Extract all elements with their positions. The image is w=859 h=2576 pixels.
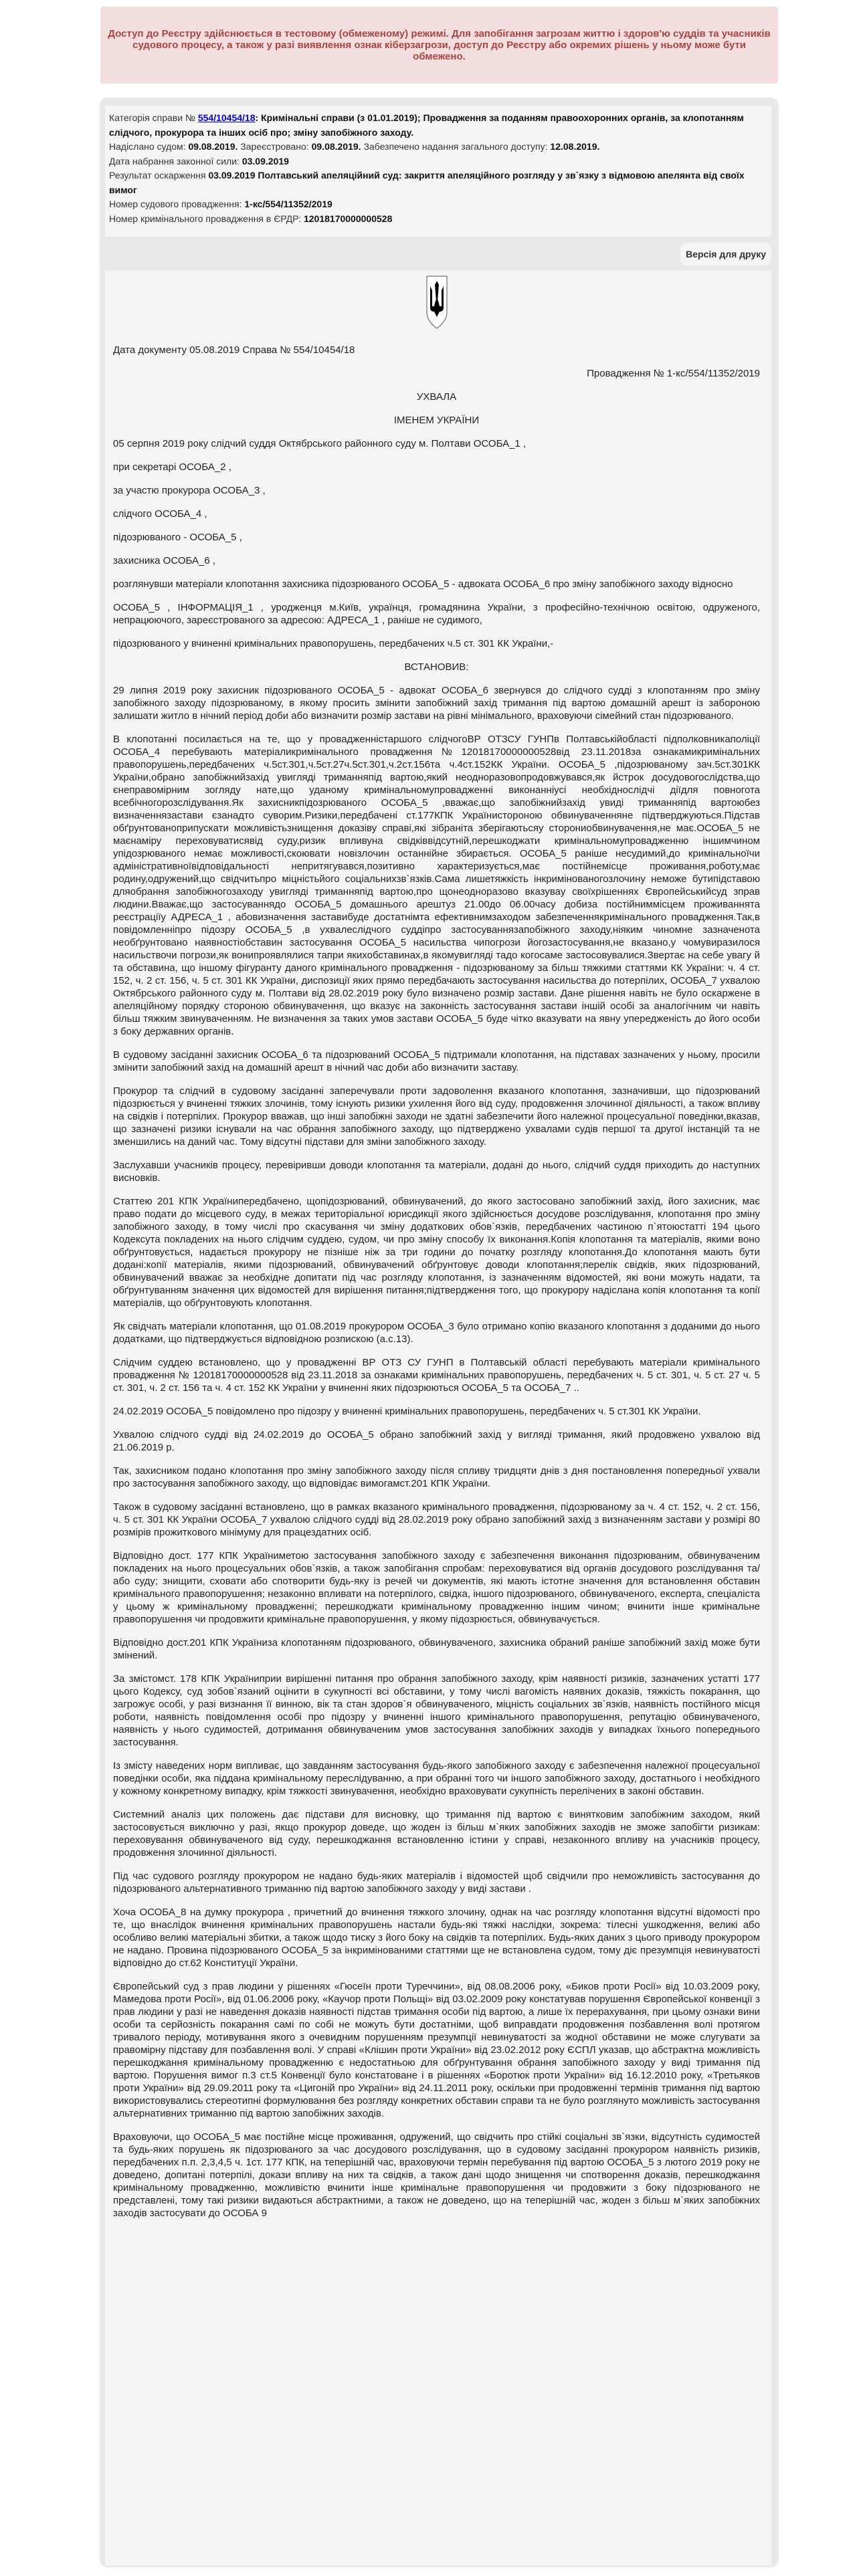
appeal-result: Результат оскарження 03.09.2019 Полтавський апеляційний суд: закриття апеляційного розгляду у зв`язку з відмовою апелянта від своїх вимог — [109, 170, 745, 195]
effective-date: Дата набрання законної сили: 03.09.2019 — [109, 155, 289, 167]
decision-panel — [100, 98, 778, 2565]
document-paragraph: Під час судового розгляду прокурором не надано будь-яких матеріалів і відомостей щоб свідчили про неможливість застосування до підозрюваного альтернативного триманню під вартою запобіжного заходу у виді застави . — [113, 1870, 760, 1895]
document-paragraph: слідчого ОСОБА_4 , — [113, 508, 207, 520]
document-paragraph: Враховуючи, що ОСОБА_5 має постійне місце проживання, одружений, що свідчить про стійкі соціальні зв`язки, відсутність судимостей та будь-яких порушень як підозрюваного за час досудового розслідування, що в судовому засіданні прокурором наявність ризиків, передбачених п.п. 2,3,4,5 ч. 1ст. 177 КПК, на теперішній час, враховуючи термін перебування під вартою ОСОБА_5 з лютого 2019 року не доведено, допитані потерпілі, докази впливу на них та свідків, а також дані щодо знищення чи спотворення доказів, перешкоджання кримінальному провадженню, можливістю вчинити інше кримінальне правопорушення чи продовжити з боку підозрюваного не представлені, тому такі ризики видаються абстрактними, а також не доведено, що на теперішній час, жоден з більш м`яких запобіжних заходів застосувати до ОСОБА 9 — [113, 2131, 760, 2219]
document-paragraph: Заслухавши учасників процесу, перевіривши доводи клопотання та матеріали, додані до нього, слідчий суддя приходить до наступних висновків. — [113, 1160, 760, 1184]
access-warning-banner — [100, 7, 778, 84]
document-paragraph: Хоча ОСОБА_8 на думку прокурора , причетний до вчинення тяжкого злочину, однак на час розгляду клопотання відсутні відомості про те, що внаслідок вчинення кримінальних правопорушень настали будь-які тяжкі наслідки, зокрема: тілесні ушкодження, великі або особливо великі матеріальні збитки, а також щодо тиску з його боку на свідків та потерпілих. Будь-яких даних з цього приводу прокурором не надано. Провина підозрюваного ОСОБА_5 за інкримінованими статтями ще не встановлена судом, тому діє презумпція невинуватості відповідно до ст.62 Конституції України. — [113, 1907, 760, 1969]
document-paragraph: За змістомст. 178 КПК Україниприи вирішенні питання про обрання запобіжного заходу, крім наявності ризиків, зазначених устатті 177 цього Кодексу, суд зобов`язаний оцінити в сукупності всі обставини, у тому числі вагомість наявних доказів, тяжкість покарання, що загрожує особі, у разі визнання її винною, вік та стан здоров`я обвинуваченого, міцність соціальних зв`язків, наявність постійного місця роботи, наявність повідомлення особі про підозру у вчиненні іншого кримінального правопорушення, репутацію обвинуваченого, наявність у нього судимостей, дотримання обвинуваченим умов застосування запобіжних заходів у випадках їхнього попереднього застосування. — [113, 1673, 760, 1748]
erdr-number: Номер кримінального провадження в ЄРДР: 12018170000000528 — [109, 213, 393, 224]
court-proceeding-number: Номер судового провадження: 1-кс/554/11352/2019 — [109, 199, 332, 209]
document-paragraph: Слідчим суддею встановлено, що у провадженні ВР ОТЗ СУ ГУНП в Полтавській області перебувають матеріали кримінального провадження № 12018170000000528 від 23.11.2018 за ознаками кримінальних правопорушень, передбачених ч. 5 ст. 301, ч. 5 ст. 27 ч. 5 ст. 301, ч. 2 ст. 156 та ч. 4 ст. 152 КК України у вчиненні яких підозрюються ОСОБА_5 та ОСОБА_7 .. — [113, 1357, 760, 1394]
document-paragraph: 24.02.2019 ОСОБА_5 повідомлено про підозру у вчиненні кримінальних правопорушень, передбачених ч. 5 ст.301 КК України. — [113, 1406, 701, 1417]
document-paragraph: УХВАЛА — [416, 391, 457, 403]
document-body — [113, 344, 760, 2220]
document-paragraph: Європейський суд з прав людини у рішеннях «Гюсеїн проти Туреччини», від 08.08.2006 року, «Биков проти Росії» від 10.03.2009 року, Мамедова проти Росії», від 01.06.2006 року, «Каучор проти Польщі» від 03.02.2009 року констатував порушення Європейської конвенції з прав людини у разі не наведення доказів наявності підстав тримання особи під вартою, а лише їх перерахування, при цьому ознаки вини особи та серйозність покарання самі по собі не можуть бути достатніми, щоб виправдати продовження позбавлення волі протягом тривалого періоду, мотивування якого з очевидним порушенням презумпції невинуватості за жодної обставини не може слугувати за правомірну підставу для позбавлення волі. У справі «Клішин проти України» від 23.02.2012 року ЄСПЛ указав, що абстрактна можливість перешкоджання кримінальному провадженню є недостатньою для обґрунтування обрання запобіжного заходу у виді тримання під вартою. Порушення вимог п.3 ст.5 Конвенції було констатоване і в рішеннях «Боротюк проти України» від 16.12.2010 року, «Третьяков проти України» від 29.09.2011 року та «Цигоній про України» від 24.11.2011 року, оскільки при продовженні термінів тримання під вартою використовувались стереотипні формулювання без розгляду конкретних обставин справи та не було розглянуто можливість застосування альтернативних триманню під вартою запобіжних заходів. — [113, 1981, 760, 2119]
decision-document — [105, 270, 771, 2565]
document-paragraph: Із змісту наведених норм випливає, що завданням застосування будь-якого запобіжного заходу є забезпечення належної процесуальної поведінки особи, яка піддана кримінальному переслідуванню, а при обранні того чи іншого запобіжного заходу, достатнього і необхідного у кожному конкретному випадку, крім тяжкості звинувачення, необхідно враховувати сукупність перелічених в законі обставин. — [113, 1760, 760, 1797]
document-paragraph: захисника ОСОБА_6 , — [113, 555, 216, 566]
document-paragraph: 29 липня 2019 року захисник підозрюваного ОСОБА_5 - адвокат ОСОБА_6 звернувся до слідчого судді з клопотанням про зміну запобіжного заходу підозрюваному, в якому просить змінити запобіжний захід тримання під вартою домашній арешт із забороною залишати житло в нічний період доби або визначити розмір застави на рівні мінімального, враховуючи сімейний стан підозрюваного. — [113, 685, 760, 722]
document-paragraph: Дата документу 05.08.2019 Справа № 554/10454/18 — [113, 344, 355, 356]
document-paragraph: Провадження № 1-кс/554/11352/2019 — [587, 368, 760, 379]
document-paragraph: розглянувши матеріали клопотання захисника підозрюваного ОСОБА_5 - адвоката ОСОБА_6 про зміну запобіжного заходу відносно — [113, 578, 733, 590]
document-paragraph: підозрюваного - ОСОБА_5 , — [113, 532, 242, 543]
document-paragraph: Як свідчать матеріали клопотання, що 01.08.2019 прокурором ОСОБА_3 було отримано копію вказаного клопотання з доданими до нього додатками, що підтверджується відповідною розпискою (а.с.13). — [113, 1321, 760, 1345]
document-paragraph: В судовому засіданні захисник ОСОБА_6 та підозрюваний ОСОБА_5 підтримали клопотання, на підставах зазначених у ньому, просили змінити запобіжний захід на домашній арешт в нічний час доби або визначити заставу. — [113, 1049, 760, 1073]
case-dates: Надіслано судом: 09.08.2019. Зареєстровано: 09.08.2019. Забезпечено надання загального доступу: 12.08.2019. — [109, 141, 600, 152]
document-paragraph: Відповідно дост.201 КПК Україниза клопотанням підозрюваного, обвинуваченого, захисника обраний раніше запобіжний захід може бути змінений. — [113, 1637, 760, 1661]
document-paragraph: Так, захисником подано клопотання про зміну запобіжного заходу після спливу тридцяти днів з дня постановлення попередньої ухвали про застосування запобіжного заходу, що відповідає вимогамст.201 КПК України. — [113, 1465, 760, 1489]
document-paragraph: ВСТАНОВИВ: — [404, 661, 469, 673]
document-paragraph: підозрюваного у вчиненні кримінальних правопорушень, передбачених ч.5 ст. 301 КК України,- — [113, 638, 554, 649]
case-info-box — [105, 106, 771, 237]
print-version-button[interactable]: Версія для друку — [680, 243, 771, 265]
banner-text: Доступ до Реєстру здійснюється в тестовому (обмеженому) режимі. Для запобігання загрозам життю і здоров'ю суддів та учасників судового процесу, а також у разі виявлення ознак кіберзагрози, доступ до Реєстру або окремих рішень у ньому може бути обмежено. — [108, 28, 771, 62]
case-number-link[interactable]: 554/10454/18 — [197, 112, 256, 123]
document-paragraph: Системний аналіз цих положень дає підстави для висновку, що тримання під вартою є винятковим запобіжним заходом, який застосовується виключно у разі, якщо прокурор доведе, що жоден із більш м`яких запобіжних заходів не зможе запобігти ризикам: переховування обвинуваченого від суду, перешкоджання встановленню істини у справі, незаконного впливу на учасників процесу, продовження злочинної діяльності. — [113, 1809, 760, 1858]
document-paragraph: Статтею 201 КПК Україниперeдбачено, щопідозрюваний, обвинувачений, до якого застосовано запобіжний захід, його захисник, має право подати до місцевого суду, в межах територіальної юрисдикції якого здійснюється досудове розслідування, клопотання про зміну запобіжного заходу, в тому числі про скасування чи зміну додаткових обов`язків, передбачених частиною п`ятоюстатті 194 цього Кодексута покладених на нього слідчим суддею, судом, чи про зміну способу їх виконання.Копія клопотання та матеріалів, якими воно обґрунтовується, надається прокурору не пізніше ніж за три години до початку розгляду клопотання.До клопотання мають бути додані:копії матеріалів, якими підозрюваний, обвинувачений обґрунтовує доводи клопотання;перелік свідків, яких підозрюваний, обвинувачений вважає за необхідне допитати під час розгляду клопотання, із зазначенням відомостей, які вони можуть надати, та обґрунтуванням значення цих відомостей для вирішення питання;підтвердження того, що прокурору надіслана копія клопотання та копії матеріалів, що обґрунтовують клопотання. — [113, 1196, 760, 1309]
ukraine-trident-emblem-icon — [426, 276, 448, 329]
document-paragraph: за участю прокурора ОСОБА_3 , — [113, 485, 266, 496]
document-paragraph: Також в судовому засіданні встановлено, що в рамках вказаного кримінального провадження, підозрюваному за ч. 4 ст. 152, ч. 2 ст. 156, ч. 5 ст. 301 КК України ОСОБА_7 ухвалою слідчого судді від 28.02.2019 року обрано запобіжний захід з визначенням застави у розмірі 80 розмірів прожиткового мінімуму для працездатних осіб. — [113, 1501, 760, 1538]
document-paragraph: Відповідно дост. 177 КПК Україниметою застосування запобіжного заходу є забезпечення виконання підозрюваним, обвинуваченим покладених на нього процесуальних обов`язків, а також запобігання спробам: переховуватися від органів досудового розслідування та/або суду; знищити, сховати або спотворити будь-яку із речей чи документів, які мають істотне значення для встановлення обставин кримінального правопорушення; незаконно впливати на потерпілого, свідка, іншого підозрюваного, обвинуваченого, експерта, спеціаліста у цьому ж кримінальному провадженні; перешкоджати кримінальному провадженню іншим чином; вчинити інше кримінальне правопорушення чи продовжити кримінальне правопорушення, у якому підозрюється, обвинувачується. — [113, 1550, 760, 1625]
document-paragraph: ІМЕНЕМ УКРАЇНИ — [393, 415, 480, 426]
document-paragraph: В клопотанні посилається на те, що у провадженністаршого слідчогоВР ОТЗСУ ГУНПв Полтавськійобласті підполковникаполіції ОСОБА_4 перебувають матеріаликримінального провадження№12018170000000528від 23.11.2018за ознакамикримінальних правопорушень,передбачених ч.5ст.301,ч.5ст.27ч.5ст.301,ч.2ст.156та ч.4ст.152КК України. ОСОБА_5 ,підозрюваному зач.5ст.301КК України,обрано запобіжнийзахід увигляді триманняпід вартою,який неодноразовопродовжувався,як йстрок досудовогослідства,що єнеправомірним зогляду нате,що уданому кримінальномупровадженні виконанніусі необхіднослідчі дiїдля повногота всебічногорозслідування.Як захисникпідозрюваного ОСОБА_5 ,вважає,що запобіжнийзахід увиді триманняпід вартоюбез визначеннязастави єзанадто суворим.Ризики,передбачені ст.177КПК Українистороною обвинуваченняне підтверджуються.Підстав обґрунтованоприпускати можливістьзнищення доказіву справі,які зібраніта зберігаютьсяу сторониобвинувачення,не має.ОСОБА_5 не маєнаміру переховуватисявід суду,ризик впливуна свідківвідсутній,перешкоджати кримінальномупровадженню іншимчином упідозрюваного немає можливості,скоювати новізлочин останнійне збирається. ОСОБА_5 раніше несудимий,до кримінальноїчи адміністративноївідповідальності непритягувався,позитивно характеризується,має постійнемісце проживання,роботу,має родину,одружений,що свідчитьпро міцністьйого соціальнихзв`язків.Сама лишетяжкість інкримінованогозлочину неможе бутипідставою дляобрання запобіжногозаходу увигляді триманняпід вартою,про щонеодноразово вказувау своїхрішеннях Європейськийсуд зправ людини.Вважає,що застосуваннядо ОСОБА_5 домашнього арештуз 21.00до 06.00часу добиза постійниммісцем проживаннята реєстраціїу АДРЕСА_1 , абовизначення заставибуде достатнімта ефективнимзаходом забезпеченнякримінального провадження.Так,в повідомленніпро підозру ОСОБА_5 ,в ухвалeслідчого суддіпро застосуваннязапобіжного заходу,ніяким чиномне зазначенота необґрунтовано наявностіобставин застосування ОСОБА_5 насильства чипогрози йогозастосування,не вказано,у чомувиразилося насильствочи погрози,як вонипроявлялися тапри якихобставинах,в якомувигляді тадо когосаме застосовувалися.Звертає на себе увагу й та обставина, що іншому фігуранту даного кримінального провадження - підозрюваному за більш тяжкими статтями КК України: ч. 4 ст. 152, ч. 2 ст. 156, ч. 5 ст. 301 КК України, диспозиції яких прямо передбачають застосування насильства до потерпілих, ОСОБА_7 ухвалою Октябрського районного суду м. Полтави від 28.02.2019 року було визначено розмір застави. Дане рішення навіть не було оскаржене в апеляційному порядку стороною обвинувачення, що вказує на законність застосування застави іншій особі за аналогічним чи навіть більш тяжким звинуваченням. Не визначення за таких умов застави ОСОБА_5 буде чітко вказувати на явну упередженість до його особи з боку державних органів. — [113, 734, 760, 1037]
document-paragraph: при секретарі ОСОБА_2 , — [113, 461, 231, 473]
document-paragraph: ОСОБА_5 , ІНФОРМАЦІЯ_1 , уродженця м.Київ, українця, громадянина України, з професійно-технічною освітою, одруженого, непрацюючого, зареєстрованого за адресою: АДРЕСА_1 , раніше не судимого, — [113, 602, 760, 626]
case-category: Категорія справи № 554/10454/18: Кримінальні справи (з 01.01.2019); Провадження за поданням правоохоронних органів, за клопотанням слідчого, прокурора та інших осіб про; зміну запобіжного заходу. — [109, 112, 744, 138]
document-paragraph: Ухвалою слідчого судді від 24.02.2019 до ОСОБА_5 обрано запобіжний захід у вигляді тримання, який продовжено ухвалою від 21.06.2019 р. — [113, 1429, 760, 1453]
document-paragraph: Прокурор та слідчий в судовому засіданні заперечували проти задоволення вказаного клопотання, зазначивши, що підозрюваний підозрюється у вчиненні тяжких злочинів, тому існують ризики ухилення його від суду, продовження злочинної діяльності, а також впливу на свідків і потерпілих. Прокурор вважав, що інші запобіжні заходи не здатні забезпечити його належної процесуальної поведінки,вказав, що зазначені ризики існували на час обрання запобіжного заходу, що підтверджено ухвалами судів першої та другої інстанцій та не зменшились на даний час. Тому відсутні підстави для зміни запобіжного заходу. — [113, 1085, 760, 1148]
document-paragraph: 05 серпня 2019 року слідчий суддя Октябрського районного суду м. Полтави ОСОБА_1 , — [113, 438, 527, 449]
